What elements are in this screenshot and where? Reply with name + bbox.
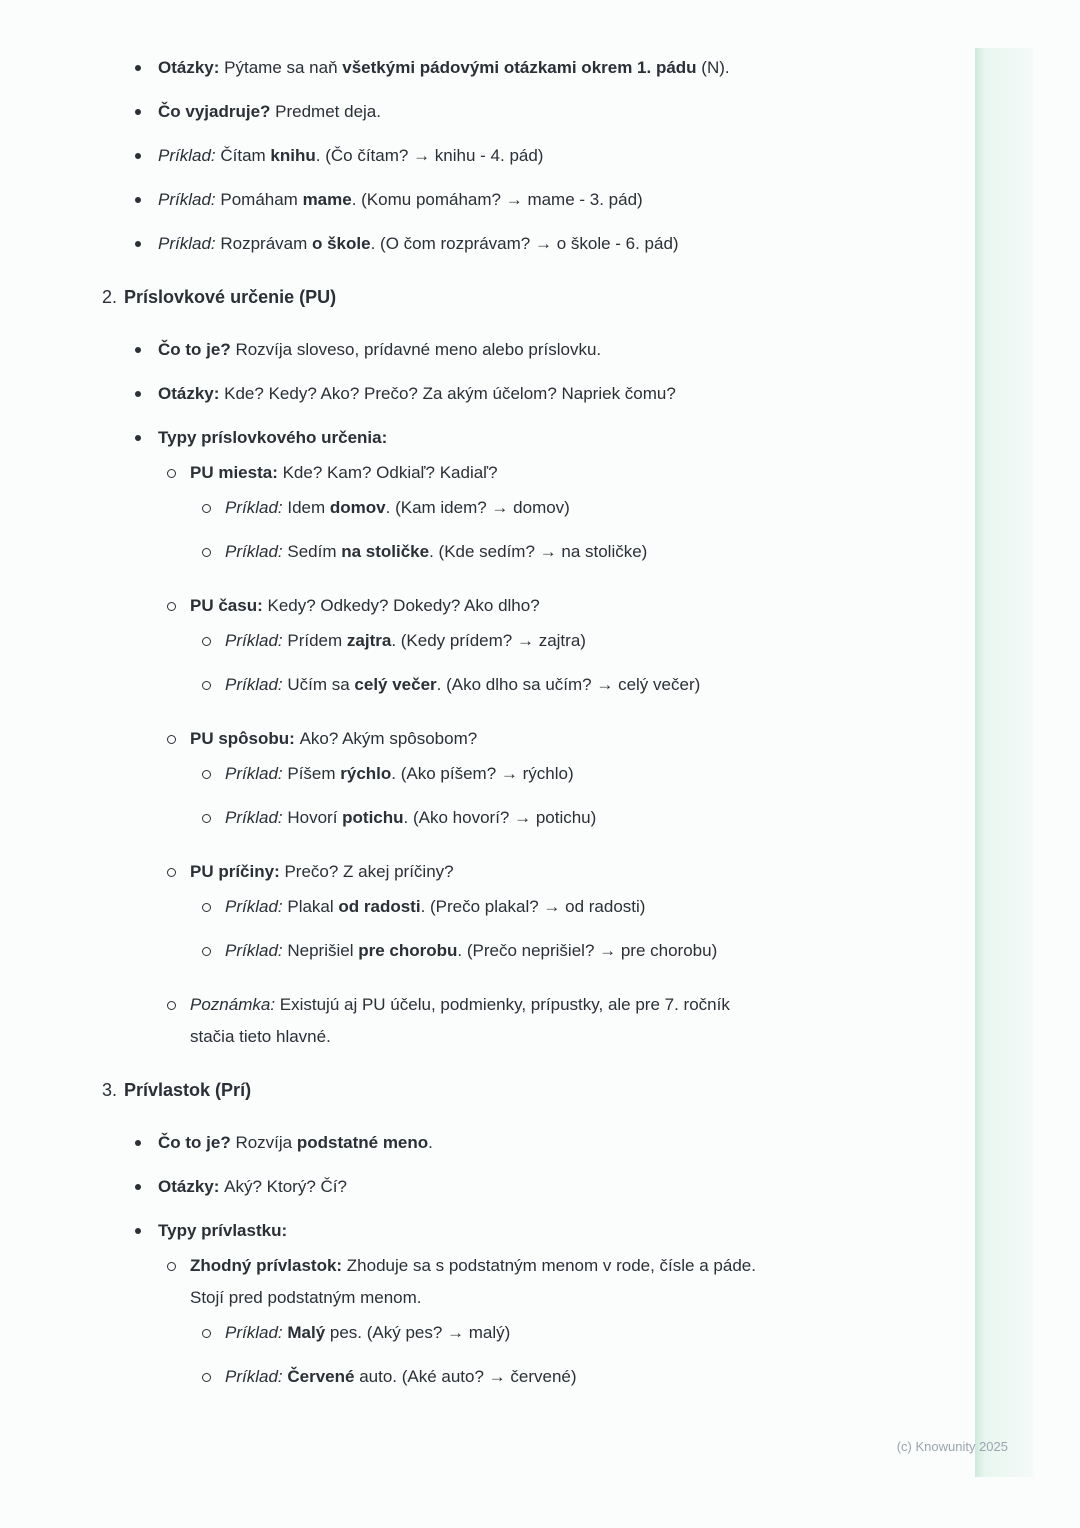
list-item-text [225,891,645,923]
text-segment: Zhoduje sa s podstatným menom v rode, čísle a páde. Stojí pred podstatným menom. [190,1256,756,1307]
text-segment: zajtra [346,631,392,650]
circle-bullet-icon [164,457,190,489]
text-segment: Existujú aj PU účelu, podmienky, prípustky, ale pre 7. ročník stačia tieto hlavné. [190,995,730,1046]
text-segment: Otázky: [158,384,225,403]
disc-bullet-icon [132,1171,158,1203]
list-item [164,856,1080,888]
list-item-text [225,492,570,524]
text-segment: . (Ako píšem? → rýchlo) [391,764,574,783]
text-segment: Plakal [287,897,339,916]
text-segment: . [428,1133,433,1152]
section-title: Príslovkové určenie (PU) [124,287,337,307]
text-segment: od radosti [338,897,421,916]
text-segment: Príklad: [158,190,221,209]
copyright-watermark: (c) Knowunity 2025 [896,1439,1008,1454]
list-item-text [158,52,730,84]
list-item-text [190,590,540,622]
text-segment: Príklad: [225,941,288,960]
list-item [132,334,1080,366]
list-item [164,590,1080,622]
list-item-text [225,536,647,568]
list-item [199,1317,1080,1349]
text-segment: Ako? Akým spôsobom? [299,729,478,748]
list-item [132,52,1080,84]
text-segment: pes. (Aký pes? → malý) [325,1323,511,1342]
text-segment: Príklad: [158,234,221,253]
list-item [199,802,1080,834]
list-item-text [158,378,676,410]
list-item [132,140,1080,172]
text-segment: . (Kam idem? → domov) [385,498,570,517]
list-item [164,723,1080,755]
section-heading [102,281,1080,313]
circle-bullet-icon [199,625,225,657]
text-segment: . (Kedy prídem? → zajtra) [391,631,586,650]
text-segment: Zhodný prívlastok: [190,1256,347,1275]
text-segment: Príklad: [225,897,288,916]
list-item-text [225,935,717,967]
circle-bullet-icon [199,758,225,790]
list-item [199,625,1080,657]
section-number: 3. [102,1080,118,1100]
circle-bullet-icon [164,723,190,755]
section-heading [102,1074,1080,1106]
circle-bullet-icon [199,1317,225,1349]
list-item [199,758,1080,790]
circle-bullet-icon [199,669,225,701]
text-segment: Malý [287,1323,326,1342]
list-item [132,1215,1080,1247]
text-segment: Príklad: [225,764,288,783]
list-item-text [158,140,543,172]
text-segment: potichu [342,808,404,827]
list-item [164,1250,1080,1314]
circle-bullet-icon [199,935,225,967]
text-segment: . (Čo čítam? → knihu - 4. pád) [315,146,544,165]
text-segment: Príklad: [225,498,288,517]
text-segment: Príklad: [225,675,288,694]
disc-bullet-icon [132,378,158,410]
list-item-text [190,723,477,755]
section-number: 2. [102,287,118,307]
text-segment: Čo to je? [158,1133,236,1152]
text-segment: auto. (Aké auto? → červené) [354,1367,577,1386]
text-segment: Otázky: [158,1177,225,1196]
disc-bullet-icon [132,334,158,366]
text-segment: . (Kde sedím? → na stoličke) [429,542,648,561]
list-item [164,989,1080,1053]
disc-bullet-icon [132,1127,158,1159]
list-item [132,228,1080,260]
list-item [132,378,1080,410]
text-segment: Poznámka: [190,995,280,1014]
list-item-text [158,422,387,454]
text-segment: Rozvíja [235,1133,297,1152]
text-segment: Neprišiel [287,941,359,960]
text-segment: na stoličke [341,542,430,561]
text-segment: rýchlo [340,764,392,783]
list-item-text [225,1317,510,1349]
list-item [199,935,1080,967]
list-item [132,96,1080,128]
list-item [199,891,1080,923]
list-item-text [158,184,643,216]
list-item-text [190,856,454,888]
text-segment: Rozvíja sloveso, prídavné meno alebo príslovku. [235,340,602,359]
text-segment: (N). [696,58,730,77]
text-segment: Prídem [287,631,347,650]
text-segment: Čo to je? [158,340,236,359]
text-segment: Prečo? Z akej príčiny? [284,862,454,881]
list-item [199,492,1080,524]
circle-bullet-icon [199,536,225,568]
disc-bullet-icon [132,422,158,454]
list-item [132,1127,1080,1159]
text-segment: mame [302,190,352,209]
list-item-text [190,989,770,1053]
list-item [199,1361,1080,1393]
list-item [199,669,1080,701]
text-segment: knihu [270,146,316,165]
list-item-text [225,758,574,790]
text-segment: Učím sa [287,675,355,694]
text-segment: Čo vyjadruje? [158,102,276,121]
circle-bullet-icon [164,989,190,1021]
text-segment: . (Komu pomáham? → mame - 3. pád) [351,190,643,209]
text-segment: o škole [312,234,371,253]
text-segment: celý večer [354,675,437,694]
list-item-text [190,1250,770,1314]
text-segment: PU príčiny: [190,862,285,881]
circle-bullet-icon [199,492,225,524]
text-segment: Príklad: [225,808,288,827]
circle-bullet-icon [199,891,225,923]
circle-bullet-icon [199,802,225,834]
text-segment: Kde? Kedy? Ako? Prečo? Za akým účelom? Napriek čomu? [224,384,676,403]
disc-bullet-icon [132,228,158,260]
text-segment: Kedy? Odkedy? Dokedy? Ako dlho? [267,596,540,615]
list-item-text [158,1127,433,1159]
circle-bullet-icon [164,856,190,888]
text-segment: Typy príslovkového určenia: [158,428,388,447]
list-item [132,184,1080,216]
text-segment: . (O čom rozprávam? → o škole - 6. pád) [370,234,679,253]
text-segment: Príklad: [225,542,288,561]
list-item [164,457,1080,489]
list-item-text [225,669,700,701]
text-segment: Príklad: [225,1367,288,1386]
list-item-text [158,228,679,260]
disc-bullet-icon [132,96,158,128]
text-segment: . (Ako hovorí? → potichu) [403,808,597,827]
text-segment: pre chorobu [358,941,458,960]
circle-bullet-icon [199,1361,225,1393]
disc-bullet-icon [132,1215,158,1247]
text-segment: Príklad: [225,631,288,650]
text-segment: . (Prečo neprišiel? → pre chorobu) [457,941,718,960]
section-title: Prívlastok (Prí) [124,1080,252,1100]
list-item-text [190,457,498,489]
text-segment: podstatné meno [296,1133,429,1152]
text-segment: Typy prívlastku: [158,1221,288,1240]
text-segment: Idem [287,498,330,517]
text-segment: Hovorí [287,808,343,827]
list-item-text [158,1171,347,1203]
text-segment: Príklad: [225,1323,288,1342]
text-segment: . (Prečo plakal? → od radosti) [420,897,646,916]
text-segment: PU miesta: [190,463,283,482]
text-segment: Pomáham [220,190,303,209]
list-item-text [158,96,381,128]
text-segment: Sedím [287,542,342,561]
disc-bullet-icon [132,52,158,84]
list-item-text [158,1215,287,1247]
text-segment: PU spôsobu: [190,729,300,748]
list-item-text [225,625,586,657]
text-segment: Čítam [220,146,271,165]
disc-bullet-icon [132,140,158,172]
text-segment: Aký? Ktorý? Čí? [224,1177,347,1196]
circle-bullet-icon [164,590,190,622]
text-segment: Predmet deja. [275,102,381,121]
text-segment: Otázky: [158,58,225,77]
text-segment: všetkými pádovými otázkami okrem 1. pádu [342,58,697,77]
text-segment: Píšem [287,764,341,783]
text-segment: domov [329,498,386,517]
text-segment: Červené [287,1367,355,1386]
list-item-text [225,802,596,834]
text-segment: PU času: [190,596,268,615]
text-segment: Pýtame sa naň [224,58,343,77]
text-segment: Rozprávam [220,234,312,253]
text-segment: Kde? Kam? Odkiaľ? Kadiaľ? [282,463,498,482]
list-item [132,422,1080,454]
text-segment: Príklad: [158,146,221,165]
list-item [199,536,1080,568]
list-item-text [158,334,601,366]
list-item-text [225,1361,577,1393]
text-segment: . (Ako dlho sa učím? → celý večer) [436,675,701,694]
disc-bullet-icon [132,184,158,216]
circle-bullet-icon [164,1250,190,1282]
list-item [132,1171,1080,1203]
